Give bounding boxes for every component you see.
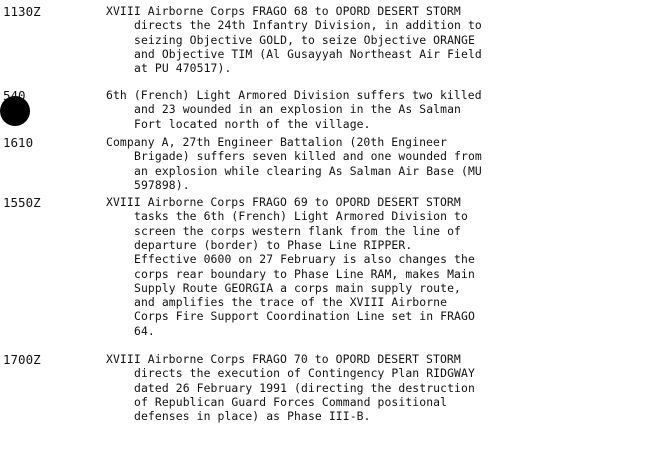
entry-text-first-line: 6th (French) Light Armored Division suffers two killed: [106, 88, 482, 102]
entry-time: 1700Z: [3, 352, 41, 367]
entry-text-line: 64.: [134, 323, 155, 338]
entry-text-line: and amplifies the trace of the XVIII Airborne: [134, 295, 448, 310]
entry-text-line: screen the corps western flank from the line of: [134, 223, 462, 238]
entry-text-line: of Republican Guard Forces Command positional: [134, 394, 448, 409]
entry-text-first-line: XVIII Airborne Corps FRAGO 69 to OPORD DESERT STORM: [106, 195, 461, 209]
entry-time: 1130Z: [3, 4, 41, 19]
entry-text-line: Corps Fire Support Coordination Line set in FRAGO: [134, 309, 475, 324]
entry-text-first-line: XVIII Airborne Corps FRAGO 70 to OPORD DESERT STORM: [106, 352, 461, 366]
entry-text-line: Effective 0600 on 27 February is also changes the: [134, 252, 475, 267]
entry-text-line: Fort located north of the village.: [134, 116, 371, 131]
entry-text-line: Brigade) suffers seven killed and one wounded from: [134, 149, 482, 164]
entry-text-line: and 23 wounded in an explosion in the As Salman: [134, 102, 462, 117]
entry-time: 1610: [3, 135, 34, 150]
entry-text-line: seizing Objective GOLD, to seize Objective ORANGE: [134, 32, 475, 47]
entry-text-line: 597898).: [134, 177, 190, 192]
entry-text-line: dated 26 February 1991 (directing the destruction: [134, 380, 475, 395]
entry-text-first-line: Company A, 27th Engineer Battalion (20th Engineer: [106, 135, 447, 149]
entry-text-line: corps rear boundary to Phase Line RAM, makes Main: [134, 266, 475, 281]
entry-text-line: tasks the 6th (French) Light Armored Division to: [134, 209, 468, 224]
entry-text-line: at PU 470517).: [134, 61, 232, 76]
entry-text-line: an explosion while clearing As Salman Air Base (MU: [134, 163, 482, 178]
entry-text-line: directs the execution of Contingency Plan RIDGWAY: [134, 366, 475, 381]
entry-text-line: directs the 24th Infantry Division, in addition to: [134, 18, 482, 33]
entry-time: 540: [3, 88, 26, 103]
entry-text-line: Supply Route GEORGIA a corps main supply route,: [134, 280, 462, 295]
entry-time: 1550Z: [3, 195, 41, 210]
entry-text-line: and Objective TIM (Al Gusayyah Northeast Air Field: [134, 46, 482, 61]
entry-text-line: departure (border) to Phase Line RIPPER.: [134, 237, 413, 252]
entry-text-first-line: XVIII Airborne Corps FRAGO 68 to OPORD DESERT STORM: [106, 4, 461, 18]
entry-text-line: defenses in place) as Phase III-B.: [134, 409, 371, 424]
